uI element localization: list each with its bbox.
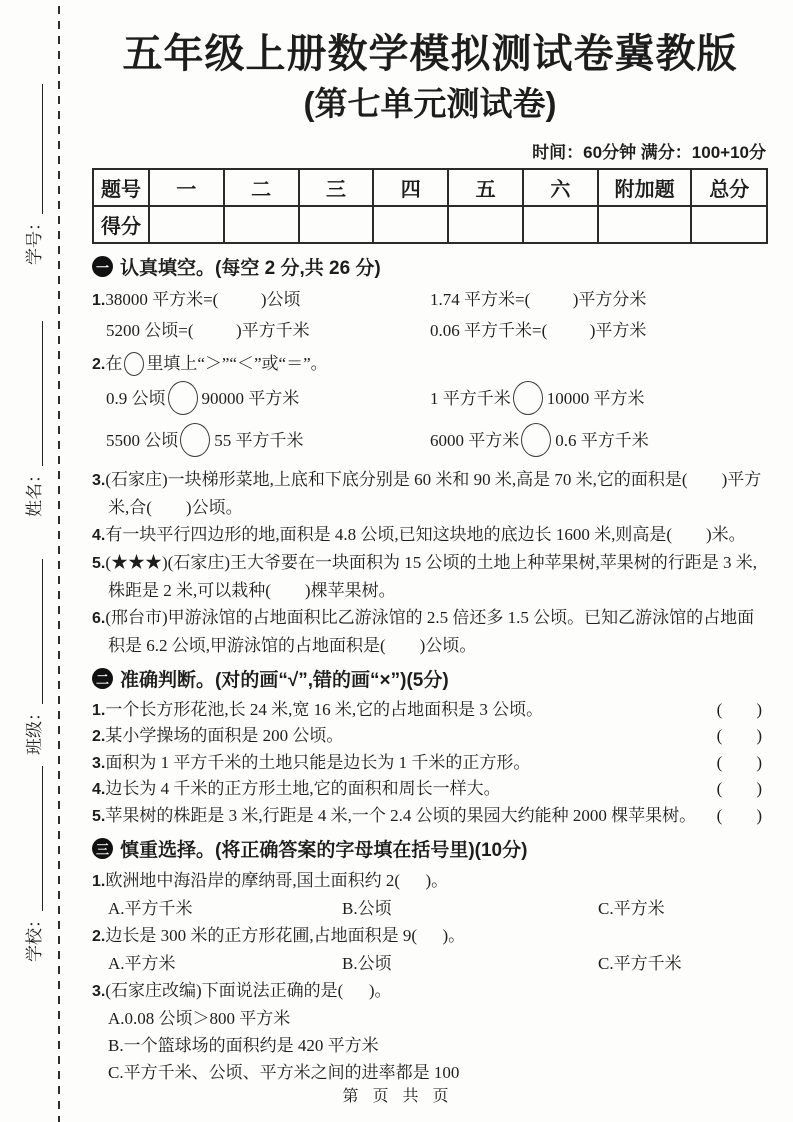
score-table-col-2: 二 <box>224 169 299 206</box>
class-field <box>20 559 45 755</box>
score-table-col-4: 四 <box>373 169 448 206</box>
score-table-col-total: 总分 <box>691 169 767 206</box>
question-text: (石家庄改编)下面说法正确的是( )。 <box>105 981 392 1001</box>
score-cell <box>224 206 299 243</box>
fill-question-2-intro <box>92 350 768 378</box>
comparison-circle <box>521 423 551 457</box>
question-number: 3. <box>92 983 106 1001</box>
score-table-corner: 题号 <box>93 169 149 206</box>
question-text: 在 <box>105 353 123 373</box>
judge-answer-bracket: ( ) <box>716 752 762 772</box>
judge-answer-bracket: ( ) <box>716 726 762 746</box>
comparison-circle <box>168 381 198 415</box>
comparison-row-1 <box>92 378 768 420</box>
comparison-circle <box>513 381 543 415</box>
section-3-header <box>92 835 768 862</box>
score-cell <box>299 206 374 243</box>
question-text-wrap <box>92 803 696 830</box>
score-table-col-1: 一 <box>149 169 224 206</box>
student-id-label: 学号： <box>25 214 44 265</box>
option-c: C.平方米 <box>598 899 665 919</box>
question-text: 里填上“＞”“＜”或“＝”。 <box>146 353 328 373</box>
school-field <box>20 766 45 962</box>
option-b: B.一个篮球场的面积约是 420 平方米 <box>108 1036 379 1056</box>
judge-answer-bracket: ( ) <box>716 699 762 719</box>
student-id-blank <box>27 84 43 214</box>
score-cell <box>149 206 224 243</box>
fill-question-5 <box>92 549 768 604</box>
page-subtitle: (第七单元测试卷) <box>303 85 557 122</box>
question-number: 1. <box>92 701 106 719</box>
section-3-title: 慎重选择。(将正确答案的字母填在括号里)(10分) <box>120 840 528 862</box>
option-b: B.公顷 <box>342 899 392 919</box>
choice-question-2 <box>92 922 768 950</box>
fill-question-6 <box>92 604 768 659</box>
question-number: 4. <box>92 526 106 544</box>
comparison-circle <box>124 352 144 376</box>
judge-question-5 <box>92 803 768 830</box>
comparison-right: 90000 平方米 <box>201 388 300 408</box>
score-cell <box>523 206 598 243</box>
choice-question-1 <box>92 867 768 895</box>
fill-blank-item: 0.06 平方千米=( )平方米 <box>430 320 647 340</box>
question-text: 一个长方形花池,长 24 米,宽 16 米,它的占地面积是 3 公顷。 <box>105 699 544 719</box>
score-table-col-bonus: 附加题 <box>598 169 692 206</box>
judge-question-2 <box>92 723 768 750</box>
option-a: A.平方千米 <box>108 899 193 919</box>
question-text: 边长为 4 千米的正方形土地,它的面积和周长一样大。 <box>105 779 501 799</box>
score-row-label: 得分 <box>93 206 149 243</box>
question-text: 苹果树的株距是 3 米,行距是 4 米,一个 2.4 公顷的果园大约能种 2000 棵苹果树。 <box>105 805 697 825</box>
school-blank <box>27 766 43 911</box>
judge-answer-bracket: ( ) <box>716 805 762 825</box>
page-title: 五年级上册数学模拟测试卷冀教版 <box>122 32 738 76</box>
section-1-title: 认真填空。(每空 2 分,共 26 分) <box>120 257 381 279</box>
question-text: (邢台市)甲游泳馆的占地面积比乙游泳馆的 2.5 倍还多 1.5 公顷。已知乙游泳馆的占地面积是 6.2 公顷,甲游泳馆的占地面积是( )公顷。 <box>105 607 755 655</box>
question-number: 2. <box>92 355 106 373</box>
option-c: C.平方千米 <box>598 954 682 974</box>
option-a: A.平方米 <box>108 954 176 974</box>
question-text-wrap <box>92 750 530 777</box>
comparison-right: 10000 平方米 <box>546 388 645 408</box>
fill-question-4 <box>92 521 768 549</box>
question-number: 2. <box>92 728 106 746</box>
section-3-number-icon: 三 <box>92 838 113 859</box>
fill-question-1-row-2 <box>92 316 768 346</box>
comparison-right: 0.6 平方千米 <box>555 430 649 450</box>
comparison-left: 5500 公顷 <box>106 430 179 450</box>
page-footer: 第 页 共 页 <box>342 1088 451 1105</box>
question-number: 3. <box>92 471 106 489</box>
fill-question-3 <box>92 466 768 521</box>
question-text: 面积为 1 平方千米的土地只能是边长为 1 千米的正方形。 <box>105 752 531 772</box>
section-2-number-icon: 二 <box>92 668 113 689</box>
score-table-col-3: 三 <box>299 169 374 206</box>
choice-question-2-options <box>92 950 768 977</box>
comparison-item <box>92 420 430 462</box>
fill-blank-item <box>92 285 430 316</box>
comparison-left: 6000 平方米 <box>430 430 520 450</box>
section-2-header <box>92 665 768 692</box>
fill-blank-item: 5200 公顷=( )平方千米 <box>106 320 310 340</box>
student-name-blank <box>27 321 43 466</box>
question-number: 5. <box>92 554 106 572</box>
question-number: 1. <box>92 873 106 891</box>
student-id-field <box>20 84 45 265</box>
class-blank <box>27 559 43 704</box>
question-text: 欧洲地中海沿岸的摩纳哥,国土面积约 2( )。 <box>105 871 449 891</box>
score-table-header-row <box>93 169 767 206</box>
option-a: A.0.08 公顷＞800 平方米 <box>108 1009 291 1029</box>
option-c: C.平方千米、公顷、平方米之间的进率都是 100 <box>108 1063 460 1083</box>
comparison-circle <box>180 423 210 457</box>
fill-question-1-row-1 <box>92 285 768 316</box>
question-text: 边长是 300 米的正方形花圃,占地面积是 9( )。 <box>105 926 466 946</box>
question-number: 1. <box>92 291 106 309</box>
fill-blank-item: 1.74 平方米=( )平方分米 <box>430 289 647 309</box>
judge-question-4 <box>92 776 768 803</box>
comparison-item <box>430 378 645 420</box>
class-label: 班级： <box>25 704 44 755</box>
option-b: B.公顷 <box>342 954 392 974</box>
paper-content <box>92 0 768 1086</box>
question-text-wrap <box>92 776 501 803</box>
section-1-header <box>92 253 768 280</box>
judge-question-3 <box>92 750 768 777</box>
score-cell <box>598 206 692 243</box>
question-text: 某小学操场的面积是 200 公顷。 <box>105 726 344 746</box>
judge-answer-bracket: ( ) <box>716 779 762 799</box>
student-name-label: 姓名： <box>25 466 44 517</box>
section-1-number-icon: 一 <box>92 256 113 277</box>
question-number: 2. <box>92 928 106 946</box>
binding-dashed-line <box>58 6 60 1122</box>
comparison-left: 0.9 公顷 <box>106 388 166 408</box>
score-cell <box>448 206 523 243</box>
question-text: (★★★)(石家庄)王大爷要在一块面积为 15 公顷的土地上种苹果树,苹果树的行距是 3 米,株距是 2 米,可以栽种( )棵苹果树。 <box>105 552 757 600</box>
score-cell <box>373 206 448 243</box>
score-table-col-5: 五 <box>448 169 523 206</box>
time-score-info: 时间：60分钟 满分：100+10分 <box>532 142 766 162</box>
choice-question-1-options <box>92 895 768 922</box>
question-number: 5. <box>92 807 106 825</box>
question-text-wrap <box>92 723 343 750</box>
question-number: 3. <box>92 754 106 772</box>
student-name-field <box>20 321 45 517</box>
question-number: 6. <box>92 609 106 627</box>
score-table-score-row <box>93 206 767 243</box>
comparison-row-2 <box>92 420 768 462</box>
score-table <box>92 168 768 244</box>
comparison-right: 55 平方千米 <box>214 430 304 450</box>
question-text-wrap <box>92 697 543 724</box>
question-text: (石家庄)一块梯形菜地,上底和下底分别是 60 米和 90 米,高是 70 米,它的面积是( )平方米,合( )公顷。 <box>105 469 762 517</box>
judge-question-1 <box>92 697 768 724</box>
comparison-item <box>92 378 430 420</box>
question-number: 4. <box>92 781 106 799</box>
score-table-col-6: 六 <box>523 169 598 206</box>
comparison-left: 1 平方千米 <box>430 388 511 408</box>
question-text: 有一块平行四边形的地,面积是 4.8 公顷,已知这块地的底边长 1600 米,则高是( )米。 <box>105 524 746 544</box>
score-cell <box>691 206 767 243</box>
comparison-item <box>430 420 649 462</box>
section-2-title: 准确判断。(对的画“√”,错的画“×”)(5分) <box>120 669 449 691</box>
school-label: 学校： <box>25 911 44 962</box>
fill-blank-text: 38000 平方米=( )公顷 <box>105 289 301 309</box>
choice-question-3 <box>92 977 768 1005</box>
